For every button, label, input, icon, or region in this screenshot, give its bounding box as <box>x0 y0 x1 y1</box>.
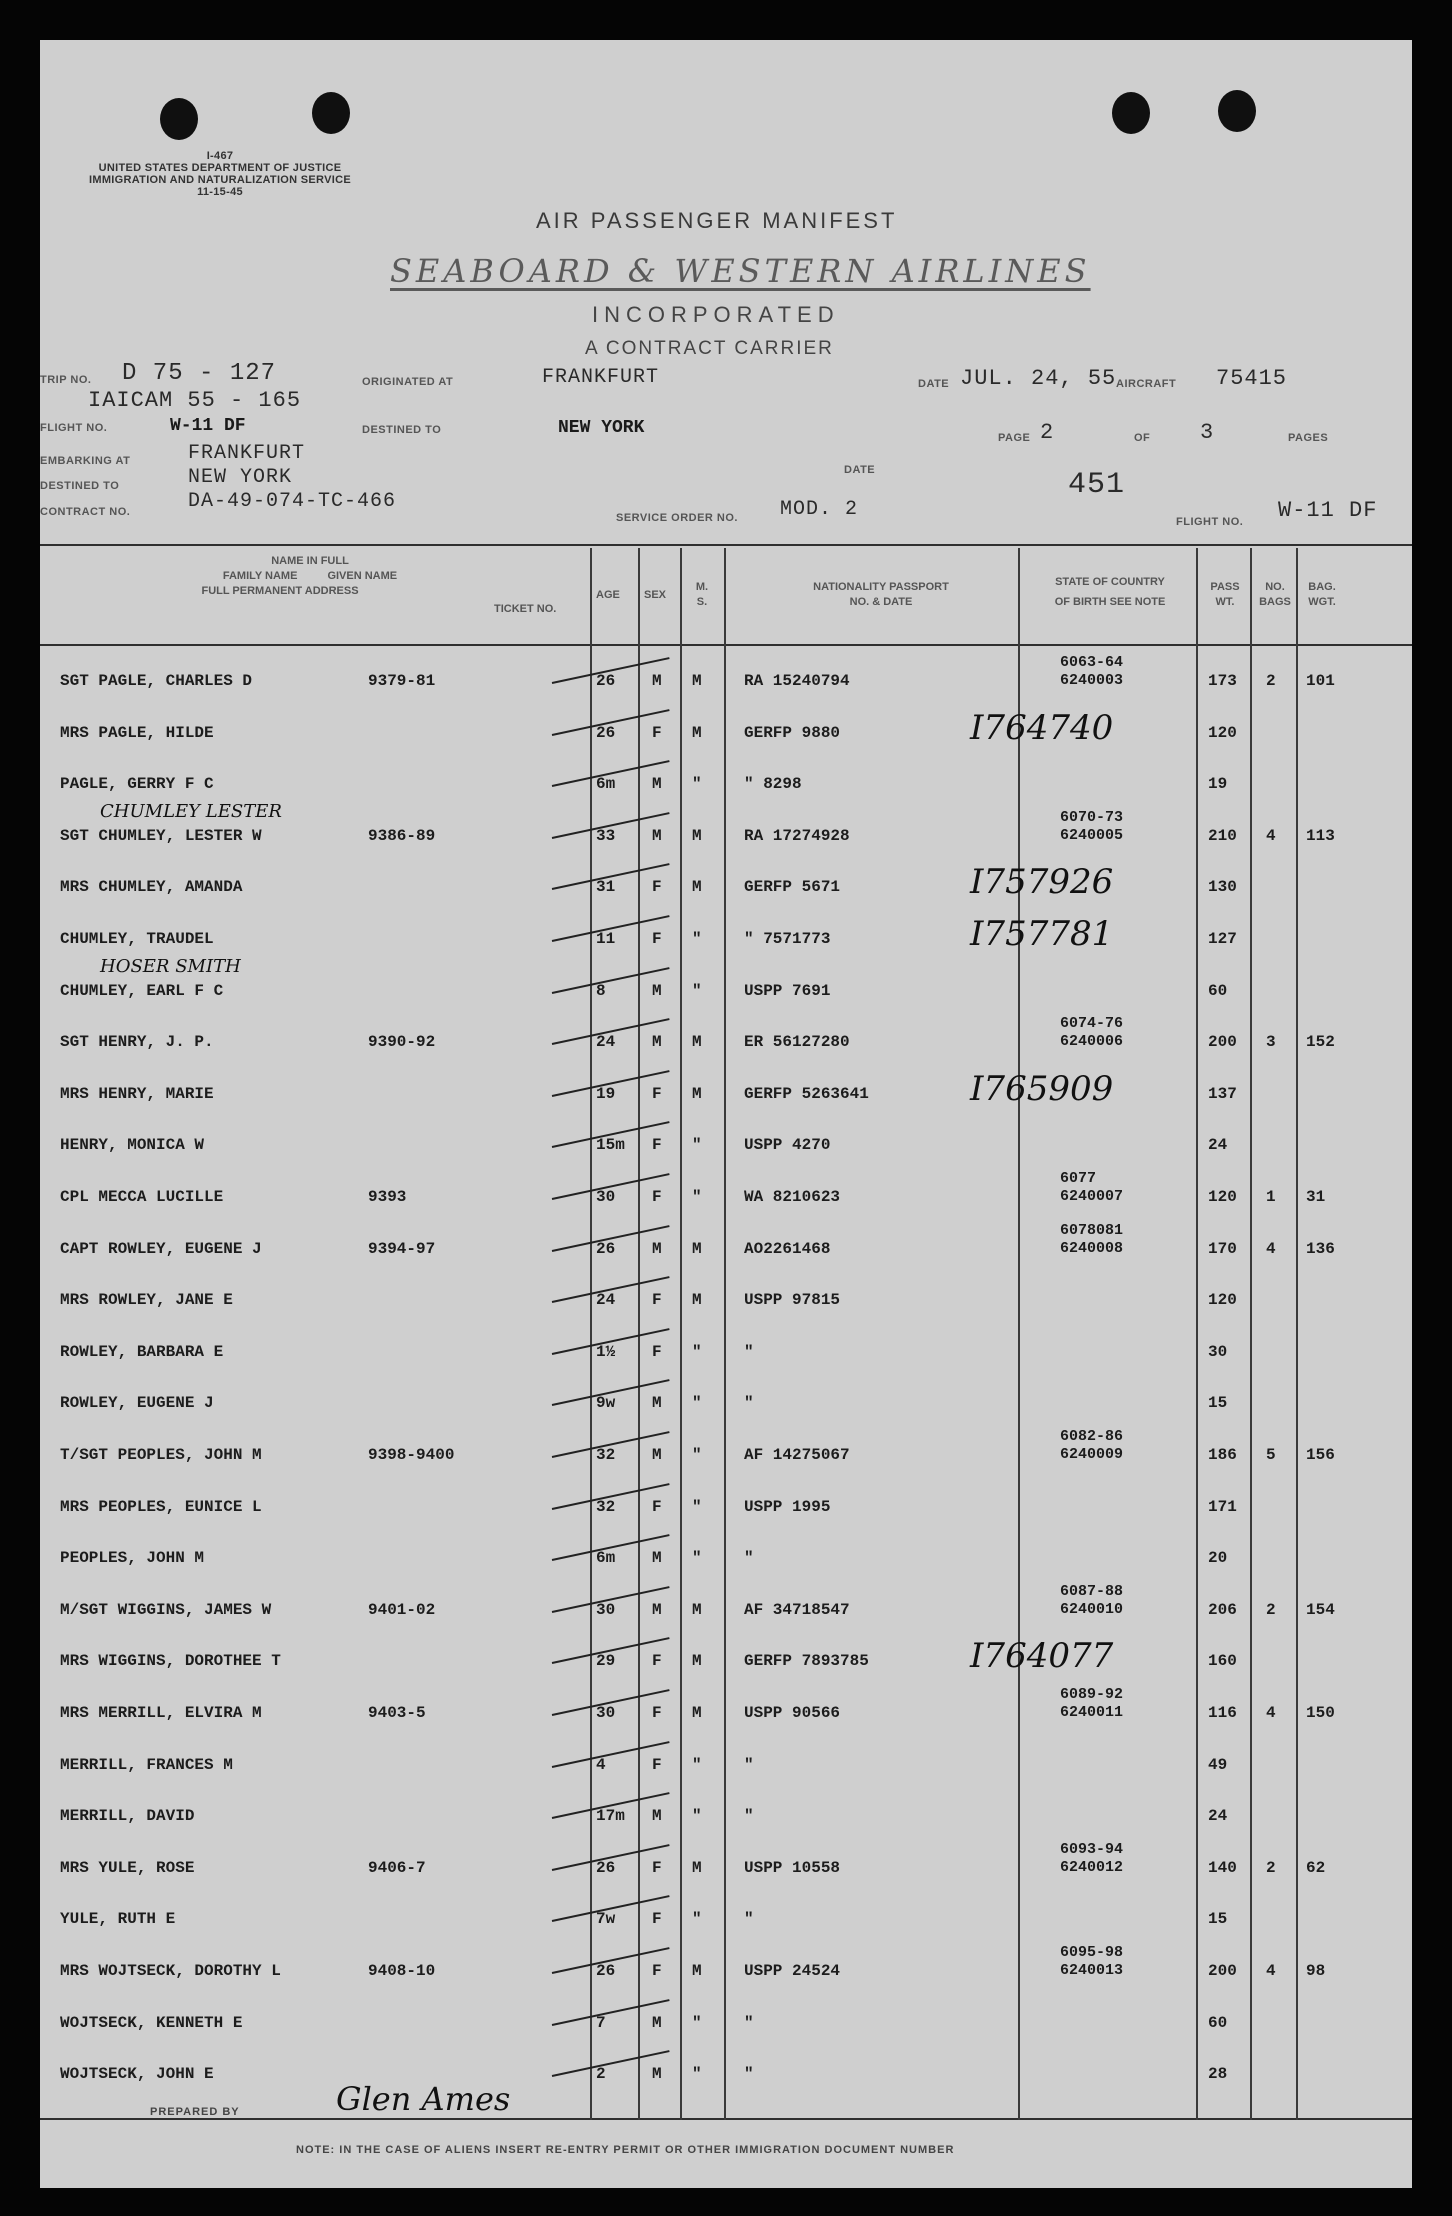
row-sex: M <box>652 1033 662 1052</box>
row-name: ROWLEY, EUGENE J <box>60 1394 214 1413</box>
row-ms: " <box>692 1394 702 1413</box>
row-name: MERRILL, DAVID <box>60 1807 195 1826</box>
row-sex: F <box>652 1291 662 1310</box>
row-sex: M <box>652 1549 662 1568</box>
row-ticket: 9393 <box>368 1188 407 1206</box>
row-pass-wt: 49 <box>1208 1755 1228 1774</box>
row-name: SGT PAGLE, CHARLES D <box>60 672 253 690</box>
row-birth-1: 6089-92 <box>1060 1686 1124 1703</box>
row-sex: F <box>652 723 662 742</box>
manifest-page <box>40 40 1412 2188</box>
date2-label: DATE <box>844 464 876 476</box>
row-birth-1: 6087-88 <box>1060 1582 1124 1600</box>
row-age: 30 <box>596 1704 616 1722</box>
row-ms: " <box>692 1342 702 1361</box>
row-birth-1: 6078081 <box>1060 1221 1124 1239</box>
row-ticket: 9406-7 <box>368 1858 426 1877</box>
row-name: MRS PAGLE, HILDE <box>60 723 214 742</box>
row-sex: F <box>652 1652 662 1671</box>
punch-hole-right-2 <box>1218 90 1256 132</box>
row-pass-wt: 15 <box>1208 1910 1228 1929</box>
row-age: 4 <box>596 1755 606 1774</box>
row-name: T/SGT PEOPLES, JOHN M <box>60 1446 262 1464</box>
row-name: HENRY, MONICA W <box>60 1136 205 1155</box>
row-birth-2: 6240012 <box>1060 1858 1124 1876</box>
col-bags-header: NO. BAGS <box>1259 581 1291 608</box>
page-value: 2 <box>1040 420 1055 445</box>
row-sex: M <box>652 1239 662 1258</box>
col-rule-ms <box>680 548 682 2120</box>
row-bag-wgt: 156 <box>1306 1446 1335 1464</box>
header-bottom-rule <box>40 644 1412 646</box>
service-order-label: SERVICE ORDER NO. <box>616 512 738 524</box>
row-pass-wt: 116 <box>1208 1704 1237 1722</box>
row-sex: F <box>652 930 662 948</box>
row-ms: " <box>692 1549 702 1568</box>
row-passport: AF 14275067 <box>744 1446 850 1464</box>
handwritten-annotation: I757926 <box>970 862 1114 903</box>
row-ticket: 9408-10 <box>368 1962 436 1980</box>
col-rule-bags <box>1250 548 1252 2120</box>
row-ms: " <box>692 1910 702 1929</box>
row-passport: USPP 1995 <box>744 1497 831 1516</box>
punch-hole-left-1 <box>160 98 198 140</box>
contract-no-label: CONTRACT NO. <box>40 506 131 518</box>
col-sex-header: SEX <box>644 589 667 601</box>
row-birth-1: 6095-98 <box>1060 1944 1124 1961</box>
row-name: WOJTSECK, KENNETH E <box>60 2013 243 2032</box>
row-ticket: 9386-89 <box>368 826 436 845</box>
form-number: I-467 <box>206 150 234 162</box>
row-passport: AF 34718547 <box>744 1600 850 1619</box>
row-name: M/SGT WIGGINS, JAMES W <box>60 1600 272 1619</box>
row-bags: 5 <box>1266 1446 1276 1464</box>
row-bag-wgt: 31 <box>1306 1188 1326 1206</box>
row-pass-wt: 170 <box>1208 1239 1237 1258</box>
row-passport: GERFP 5671 <box>744 878 841 897</box>
table-top-rule <box>40 544 1412 546</box>
row-name: PAGLE, GERRY F C <box>60 775 214 794</box>
row-age: 33 <box>596 826 616 845</box>
row-name: CHUMLEY, EARL F C <box>60 981 224 1000</box>
row-passport: WA 8210623 <box>744 1188 841 1206</box>
destined2-label: DESTINED TO <box>362 424 442 436</box>
row-passport: " <box>744 1755 754 1774</box>
row-pass-wt: 206 <box>1208 1600 1237 1619</box>
row-pass-wt: 60 <box>1208 2013 1228 2032</box>
row-ms: " <box>692 1188 702 1206</box>
row-age: 8 <box>596 981 606 1000</box>
row-passport: " <box>744 2065 754 2084</box>
embarking-value: FRANKFURT <box>188 442 306 465</box>
row-age: 24 <box>596 1291 616 1310</box>
row-birth-1: 6070-73 <box>1060 808 1124 826</box>
airline-name: SEABOARD & WESTERN AIRLINES <box>390 252 1091 290</box>
department-name: UNITED STATES DEPARTMENT OF JUSTICE <box>98 162 342 174</box>
handwritten-annotation: CHUMLEY LESTER <box>100 800 282 822</box>
row-ms: M <box>692 1652 702 1671</box>
service-order-value: MOD. 2 <box>780 498 859 521</box>
row-bag-wgt: 136 <box>1306 1239 1335 1258</box>
row-age: 26 <box>596 1858 616 1877</box>
row-passport: RA 15240794 <box>744 672 850 690</box>
row-age: 2 <box>596 2065 606 2084</box>
row-age: 26 <box>596 1239 616 1258</box>
row-bag-wgt: 62 <box>1306 1858 1326 1877</box>
row-birth-1: 6077 <box>1060 1170 1097 1187</box>
row-age: 17m <box>596 1807 625 1826</box>
row-pass-wt: 120 <box>1208 1188 1237 1206</box>
row-sex: F <box>652 1858 662 1877</box>
row-ms: " <box>692 1807 702 1826</box>
row-sex: M <box>652 981 662 1000</box>
row-ticket: 9398-9400 <box>368 1446 455 1464</box>
row-birth-1: 6063-64 <box>1060 654 1124 671</box>
of-label: OF <box>1134 432 1151 444</box>
table-bottom-rule <box>40 2118 1412 2120</box>
row-age: 26 <box>596 672 616 690</box>
row-birth-1: 6074-76 <box>1060 1015 1124 1033</box>
row-name: MRS HENRY, MARIE <box>60 1084 214 1103</box>
row-sex: M <box>652 1600 662 1619</box>
row-passport: USPP 4270 <box>744 1136 831 1155</box>
row-bags: 3 <box>1266 1033 1276 1052</box>
contract-no-value: DA-49-074-TC-466 <box>188 490 397 513</box>
row-bags: 2 <box>1266 1858 1276 1877</box>
row-ms: M <box>692 1600 702 1619</box>
row-birth-2: 6240007 <box>1060 1188 1124 1205</box>
col-passwt-header: PASS WT. <box>1210 581 1240 608</box>
col-bagwt-header: BAG. WGT. <box>1308 581 1336 608</box>
row-name: MRS CHUMLEY, AMANDA <box>60 878 243 897</box>
flight-no-value: W-11 DF <box>170 416 246 436</box>
row-bags: 4 <box>1266 1704 1276 1722</box>
row-ms: M <box>692 1033 702 1052</box>
row-ms: M <box>692 672 702 690</box>
aircraft-value: 75415 <box>1216 366 1288 391</box>
row-age: 31 <box>596 878 616 897</box>
row-pass-wt: 200 <box>1208 1033 1237 1052</box>
row-birth-2: 6240008 <box>1060 1239 1124 1257</box>
row-age: 30 <box>596 1600 616 1619</box>
handwritten-number: 451 <box>1068 468 1126 502</box>
row-age: 6m <box>596 1549 616 1568</box>
row-age: 32 <box>596 1497 616 1516</box>
row-ticket: 9390-92 <box>368 1033 436 1052</box>
row-name: WOJTSECK, JOHN E <box>60 2065 214 2084</box>
row-passport: USPP 97815 <box>744 1291 841 1310</box>
row-name: CHUMLEY, TRAUDEL <box>60 930 214 948</box>
row-pass-wt: 60 <box>1208 981 1228 1000</box>
row-sex: M <box>652 826 662 845</box>
row-sex: M <box>652 1446 662 1464</box>
row-name: MRS WIGGINS, DOROTHEE T <box>60 1652 281 1671</box>
row-passport: USPP 10558 <box>744 1858 841 1877</box>
row-passport: GERFP 9880 <box>744 723 841 742</box>
row-name: CPL MECCA LUCILLE <box>60 1188 224 1206</box>
row-pass-wt: 24 <box>1208 1807 1228 1826</box>
row-age: 19 <box>596 1084 616 1103</box>
row-bag-wgt: 152 <box>1306 1033 1335 1052</box>
row-age: 26 <box>596 723 616 742</box>
row-name: YULE, RUTH E <box>60 1910 176 1929</box>
col-ticket-header: TICKET NO. <box>494 603 557 615</box>
row-sex: F <box>652 878 662 897</box>
row-birth-1: 6082-86 <box>1060 1428 1124 1445</box>
row-sex: M <box>652 775 662 794</box>
col-name-header: NAME IN FULL FAMILY NAME GIVEN NAME FULL PERMANENT ADDRESS <box>201 555 398 597</box>
destined2-value: NEW YORK <box>558 418 645 438</box>
row-bag-wgt: 154 <box>1306 1600 1335 1619</box>
handwritten-annotation: I765909 <box>970 1068 1114 1109</box>
row-pass-wt: 24 <box>1208 1136 1228 1155</box>
row-pass-wt: 130 <box>1208 878 1237 897</box>
footer-note: NOTE: IN THE CASE OF ALIENS INSERT RE-ENTRY PERMIT OR OTHER IMMIGRATION DOCUMENT NUMBER <box>296 2144 955 2156</box>
row-pass-wt: 173 <box>1208 672 1237 690</box>
row-pass-wt: 120 <box>1208 1291 1237 1310</box>
col-rule-pass <box>1196 548 1198 2120</box>
row-bag-wgt: 98 <box>1306 1962 1326 1980</box>
row-ms: " <box>692 1755 702 1774</box>
col-rule-age <box>590 548 592 2120</box>
preparer-signature: Glen Ames <box>336 2080 511 2118</box>
row-ms: M <box>692 1858 702 1877</box>
embarking-label: EMBARKING AT <box>40 455 131 467</box>
row-passport: AO2261468 <box>744 1239 831 1258</box>
row-passport: USPP 24524 <box>744 1962 841 1980</box>
originated-value: FRANKFURT <box>542 366 660 389</box>
row-ms: M <box>692 723 702 742</box>
col-age-header: AGE <box>596 589 620 601</box>
punch-hole-left-2 <box>312 92 350 134</box>
row-ms: " <box>692 930 702 948</box>
row-pass-wt: 160 <box>1208 1652 1237 1671</box>
row-bags: 4 <box>1266 1962 1276 1980</box>
flight2-label: FLIGHT NO. <box>1176 516 1244 528</box>
row-pass-wt: 30 <box>1208 1342 1228 1361</box>
manifest-title: AIR PASSENGER MANIFEST <box>536 208 898 233</box>
row-birth-2: 6240011 <box>1060 1704 1124 1721</box>
row-age: 30 <box>596 1188 616 1206</box>
row-birth-2: 6240003 <box>1060 672 1124 689</box>
row-bags: 1 <box>1266 1188 1276 1206</box>
row-age: 32 <box>596 1446 616 1464</box>
row-name: CAPT ROWLEY, EUGENE J <box>60 1239 262 1258</box>
row-ticket: 9379-81 <box>368 672 436 690</box>
handwritten-annotation: HOSER SMITH <box>100 955 241 977</box>
col-rule-nat <box>724 548 726 2120</box>
row-ms: M <box>692 826 702 845</box>
row-name: SGT HENRY, J. P. <box>60 1033 214 1052</box>
row-bags: 2 <box>1266 672 1276 690</box>
row-name: PEOPLES, JOHN M <box>60 1549 205 1568</box>
row-pass-wt: 19 <box>1208 775 1228 794</box>
row-sex: M <box>652 1394 662 1413</box>
row-sex: M <box>652 1807 662 1826</box>
row-ms: M <box>692 1239 702 1258</box>
department-block <box>50 150 390 198</box>
row-sex: F <box>652 1910 662 1929</box>
row-passport: USPP 7691 <box>744 981 831 1000</box>
row-sex: F <box>652 1136 662 1155</box>
row-sex: F <box>652 1497 662 1516</box>
date-label: DATE <box>918 378 950 390</box>
row-sex: F <box>652 1962 662 1980</box>
row-passport: " 7571773 <box>744 930 831 948</box>
row-pass-wt: 210 <box>1208 826 1237 845</box>
row-sex: F <box>652 1755 662 1774</box>
row-name: MRS ROWLEY, JANE E <box>60 1291 233 1310</box>
contract-carrier-label: A CONTRACT CARRIER <box>585 338 834 359</box>
row-passport: RA 17274928 <box>744 826 850 845</box>
row-sex: F <box>652 1188 662 1206</box>
row-passport: " <box>744 1807 754 1826</box>
row-sex: M <box>652 672 662 690</box>
row-bag-wgt: 101 <box>1306 672 1335 690</box>
row-birth-2: 6240009 <box>1060 1446 1124 1463</box>
row-sex: M <box>652 2065 662 2084</box>
incorporated-label: INCORPORATED <box>592 302 840 327</box>
row-bag-wgt: 113 <box>1306 826 1335 845</box>
of-value: 3 <box>1200 420 1215 445</box>
row-age: 26 <box>596 1962 616 1980</box>
col-nationality-header: NATIONALITY PASSPORT NO. & DATE <box>813 581 949 608</box>
row-ms: " <box>692 1136 702 1155</box>
row-ms: M <box>692 1084 702 1103</box>
row-passport: " <box>744 1394 754 1413</box>
row-bags: 4 <box>1266 826 1276 845</box>
row-birth-2: 6240005 <box>1060 826 1124 844</box>
handwritten-annotation: I757781 <box>970 914 1114 954</box>
row-sex: F <box>652 1084 662 1103</box>
row-age: 1½ <box>596 1342 616 1361</box>
row-ms: " <box>692 2065 702 2084</box>
trip-no-label: TRIP NO. <box>40 374 92 386</box>
row-passport: ER 56127280 <box>744 1033 850 1052</box>
row-ms: M <box>692 1291 702 1310</box>
row-age: 24 <box>596 1033 616 1052</box>
row-name: ROWLEY, BARBARA E <box>60 1342 224 1361</box>
row-ms: " <box>692 1446 702 1464</box>
row-age: 7 <box>596 2013 606 2032</box>
row-pass-wt: 140 <box>1208 1858 1237 1877</box>
row-ms: M <box>692 1704 702 1722</box>
row-name: SGT CHUMLEY, LESTER W <box>60 826 262 845</box>
row-age: 11 <box>596 930 616 948</box>
row-bag-wgt: 150 <box>1306 1704 1335 1722</box>
form-date: 11-15-45 <box>197 186 243 198</box>
row-sex: F <box>652 1704 662 1722</box>
row-passport: GERFP 7893785 <box>744 1652 869 1671</box>
row-age: 9w <box>596 1394 616 1413</box>
flight2-value: W-11 DF <box>1278 498 1378 523</box>
row-ticket: 9394-97 <box>368 1239 436 1258</box>
row-name: MERRILL, FRANCES M <box>60 1755 233 1774</box>
row-pass-wt: 171 <box>1208 1497 1237 1516</box>
row-pass-wt: 127 <box>1208 930 1237 948</box>
punch-hole-right-1 <box>1112 92 1150 134</box>
trip-no-value: D 75 - 127 <box>122 360 277 387</box>
row-pass-wt: 28 <box>1208 2065 1228 2084</box>
row-pass-wt: 137 <box>1208 1084 1237 1103</box>
row-age: 15m <box>596 1136 625 1155</box>
row-ticket: 9401-02 <box>368 1600 436 1619</box>
flight-no-label: FLIGHT NO. <box>40 422 108 434</box>
row-birth-2: 6240006 <box>1060 1033 1124 1051</box>
handwritten-annotation: I764740 <box>970 707 1114 748</box>
col-rule-birth <box>1018 548 1020 2120</box>
row-age: 29 <box>596 1652 616 1671</box>
row-birth-1: 6093-94 <box>1060 1840 1124 1858</box>
aircraft-label: AIRCRAFT <box>1116 378 1177 390</box>
row-passport: " <box>744 1910 754 1929</box>
destined-label: DESTINED TO <box>40 480 120 492</box>
page-label: PAGE <box>998 432 1031 444</box>
row-passport: " <box>744 2013 754 2032</box>
row-ms: " <box>692 775 702 794</box>
row-pass-wt: 120 <box>1208 723 1237 742</box>
pages-label: PAGES <box>1288 432 1329 444</box>
row-ms: " <box>692 2013 702 2032</box>
prepared-by-label: PREPARED BY <box>150 2106 240 2118</box>
row-passport: " <box>744 1549 754 1568</box>
row-pass-wt: 186 <box>1208 1446 1237 1464</box>
row-bags: 4 <box>1266 1239 1276 1258</box>
row-ticket: 9403-5 <box>368 1704 426 1722</box>
row-sex: F <box>652 1342 662 1361</box>
row-ms: " <box>692 981 702 1000</box>
row-birth-2: 6240013 <box>1060 1962 1124 1979</box>
row-passport: GERFP 5263641 <box>744 1084 869 1103</box>
originated-label: ORIGINATED AT <box>362 376 454 388</box>
row-age: 7w <box>596 1910 616 1929</box>
row-birth-2: 6240010 <box>1060 1600 1124 1618</box>
row-pass-wt: 200 <box>1208 1962 1237 1980</box>
row-ms: M <box>692 878 702 897</box>
destined-value: NEW YORK <box>188 466 293 489</box>
col-birth-header: STATE OF COUNTRY OF BIRTH SEE NOTE <box>1054 576 1166 608</box>
row-sex: M <box>652 2013 662 2032</box>
row-pass-wt: 20 <box>1208 1549 1228 1568</box>
iaicam-value: IAICAM 55 - 165 <box>88 388 302 413</box>
row-passport: " 8298 <box>744 775 802 794</box>
handwritten-annotation: I764077 <box>970 1636 1114 1677</box>
service-name: IMMIGRATION AND NATURALIZATION SERVICE <box>89 174 351 186</box>
col-ms-header: M. S. <box>695 581 709 608</box>
row-name: MRS WOJTSECK, DOROTHY L <box>60 1962 281 1980</box>
date-value: JUL. 24, 55 <box>960 366 1117 391</box>
row-pass-wt: 15 <box>1208 1394 1228 1413</box>
row-name: MRS PEOPLES, EUNICE L <box>60 1497 262 1516</box>
row-age: 6m <box>596 775 616 794</box>
row-ms: " <box>692 1497 702 1516</box>
row-bags: 2 <box>1266 1600 1276 1619</box>
row-ms: M <box>692 1962 702 1980</box>
col-rule-bagwt <box>1296 548 1298 2120</box>
row-passport: " <box>744 1342 754 1361</box>
row-name: MRS YULE, ROSE <box>60 1858 195 1877</box>
row-passport: USPP 90566 <box>744 1704 841 1722</box>
row-name: MRS MERRILL, ELVIRA M <box>60 1704 262 1722</box>
